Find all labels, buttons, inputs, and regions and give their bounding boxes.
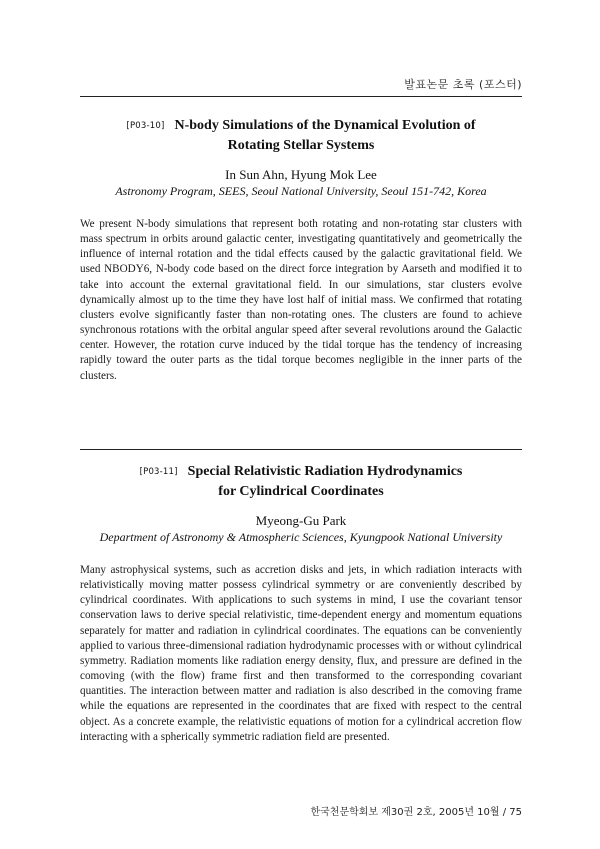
journal-citation: 한국천문학회보 제30권 2호, 2005년 10월 / 75 bbox=[310, 807, 522, 818]
authors: In Sun Ahn, Hyung Mok Lee bbox=[225, 167, 377, 182]
authors: Myeong-Gu Park bbox=[255, 513, 347, 528]
abstract-title bbox=[80, 116, 522, 136]
abstract-p03-10 bbox=[80, 116, 522, 384]
abstract-body: Many astrophysical systems, such as accretion disks and jets, in which radiation interacts with relativistically moving matter possess cylindrical symmetry or are conveniently described by cylindrical coordinates. With applications to such systems in mind, I use the covariant tensor conservation laws to derive special relativistic, time-dependent energy and momentum equations separately for matter and radiation in cylindrical coordinates. The equations can be conveniently applied to various three-dimensional radiation hydrodynamic processes with or without cylindrical symmetry. Radiation moments like radiation energy density, flux, and pressure are defined in the comoving (with the flow) frame first and then transformed to the corresponding covariant quantities. The interaction between matter and radiation is also described in the comoving frame while the equations are represented in the coordinates that are fixed with respect to the central object. As a concrete example, the relativistic equations of motion for a cylindrical accretion flow interacting with a spherically symmetric radiation field are presented. bbox=[80, 564, 522, 743]
abstract-body: We present N-body simulations that represent both rotating and non-rotating star clusters with mass spectrum in orbits around galactic center, investigating quantitatively and geometrically the influence of internal rotation and the tidal effects caused by the galactic gravitational field. We used NBODY6, N-body code based on the direct force integration by Aarseth and modified it to take into account the external gravitational field. In our simulations, star clusters evolve dynamically almost up to the time they have lost half of initial mass. We confirmed that rotating clusters evolve significantly faster than non-rotating ones. The clusters are found to achieve synchronous rotations with the orbital angular speed after several revolutions around the Galactic center. However, the rotation curve induced by the tidal torque has the tendency of increasing rapidly toward the outer parts as the tidal torque becomes negligible in the inner parts of the clusters. bbox=[80, 218, 522, 382]
title-line-2: Rotating Stellar Systems bbox=[227, 138, 375, 153]
abstract-p03-11 bbox=[80, 462, 522, 745]
section-divider bbox=[80, 449, 522, 450]
title-line-1: Special Relativistic Radiation Hydrodynamics bbox=[187, 464, 463, 479]
section-label: 발표논문 초록 (포스터) bbox=[404, 78, 522, 91]
affiliation: Astronomy Program, SEES, Seoul National University, Seoul 151-742, Korea bbox=[115, 184, 487, 198]
abstract-title bbox=[80, 462, 522, 482]
affiliation: Department of Astronomy & Atmospheric Sciences, Kyungpook National University bbox=[99, 530, 503, 544]
title-line-1: N-body Simulations of the Dynamical Evolution of bbox=[174, 118, 476, 133]
title-line-2: for Cylindrical Coordinates bbox=[218, 484, 384, 499]
paper-id: [P03-11] bbox=[139, 467, 178, 477]
header-rule bbox=[80, 96, 522, 97]
paper-id: [P03-10] bbox=[126, 121, 165, 131]
